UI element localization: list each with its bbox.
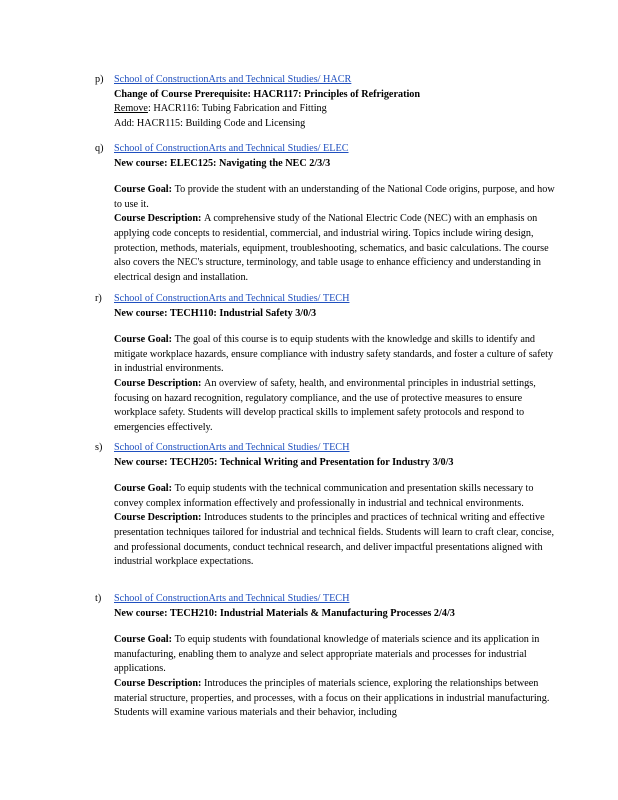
course-goal-label: Course Goal:: [114, 184, 175, 196]
remove-label: Remove: [114, 103, 148, 115]
new-course-title: New course: TECH210: Industrial Materials & Manufacturing Processes 2/4/3: [114, 607, 455, 619]
course-description-label: Course Description:: [114, 213, 204, 225]
course-goal: [114, 633, 555, 677]
course-description-text: Introduces students to the principles and practices of technical writing and effective presentation techniques tailored for industrial and technical fields. Students will learn to craft clear, concise, and professional documents, conduct technical research, and deliver impactful presentations aligned with industrial workplace expectations.: [114, 512, 555, 568]
course-description: [114, 377, 555, 435]
course-description: [114, 511, 555, 569]
course-description-text: Introduces the principles of materials science, exploring the relationships between material structure, properties, and processes, with a focus on their applications in industrial manufacturing. Students will examine various materials and their behavior, including: [114, 677, 550, 719]
course-goal-label: Course Goal:: [114, 334, 175, 346]
course-description: [114, 677, 555, 721]
course-description-text: A comprehensive study of the National Electric Code (NEC) with an emphasis on applying code concepts to residential, commercial, and industrial wiring. Topics include wiring design, protection, methods, materials, equipment, troubleshooting, schematics, and basic calculations. The course also covers the NEC's structure, terminology, and table usage to enhance efficiency and understanding in electrical design and installation.: [114, 213, 549, 283]
remove-text: : HACR116: Tubing Fabrication and Fitting: [147, 103, 327, 115]
course-goal-label: Course Goal:: [114, 634, 175, 646]
school-heading-link[interactable]: School of ConstructionArts and Technical Studies/ HACR: [114, 74, 352, 85]
course-goal-text: To provide the student with an understanding of the National Code origins, purpose, and how to use it.: [114, 184, 555, 210]
course-change-title: Change of Course Prerequisite: HACR117: Principles of Refrigeration: [114, 88, 421, 100]
course-goal-text: To equip students with the technical communication and presentation skills necessary to convey complex information effectively and professionally in industrial and technical environments.: [114, 483, 534, 509]
new-course-title: New course: ELEC125: Navigating the NEC 2/3/3: [114, 157, 331, 169]
course-description-label: Course Description:: [114, 512, 204, 524]
course-description: [114, 212, 555, 285]
course-goal: [114, 333, 555, 377]
school-heading-link[interactable]: School of ConstructionArts and Technical Studies/ ELEC: [114, 143, 349, 154]
school-heading-link[interactable]: School of ConstructionArts and Technical Studies/ TECH: [114, 442, 350, 453]
course-goal-label: Course Goal:: [114, 483, 175, 495]
remove-line: [114, 102, 555, 117]
course-description-text: An overview of safety, health, and environmental principles in industrial settings, focusing on hazard recognition, regulatory compliance, and the use of protective measures to ensure workplace safety. Students will develop practical skills to implement safety protocols and respond to emergencies effectively.: [114, 377, 536, 433]
item-marker: p): [95, 74, 104, 85]
item-marker: s): [95, 442, 103, 453]
item-marker: t): [95, 593, 102, 604]
course-description-label: Course Description:: [114, 677, 204, 689]
course-description-label: Course Description:: [114, 377, 204, 389]
item-marker: q): [95, 143, 104, 154]
school-heading-link[interactable]: School of ConstructionArts and Technical Studies/ TECH: [114, 593, 350, 604]
course-goal: [114, 482, 555, 511]
item-marker: r): [95, 293, 102, 304]
new-course-title: New course: TECH205: Technical Writing and Presentation for Industry 3/0/3: [114, 456, 454, 468]
school-heading-link[interactable]: School of ConstructionArts and Technical Studies/ TECH: [114, 293, 350, 304]
course-goal: [114, 183, 555, 212]
add-line: Add: HACR115: Building Code and Licensing: [114, 117, 306, 129]
course-goal-text: To equip students with foundational knowledge of materials science and its application in manufacturing, enabling them to analyze and select appropriate materials and processes for industrial applications.: [114, 634, 540, 675]
new-course-title: New course: TECH110: Industrial Safety 3/0/3: [114, 307, 317, 319]
course-goal-text: The goal of this course is to equip students with the knowledge and skills to identify and mitigate workplace hazards, ensure compliance with industry safety standards, and foster a culture of safety in industrial environments.: [114, 334, 554, 375]
